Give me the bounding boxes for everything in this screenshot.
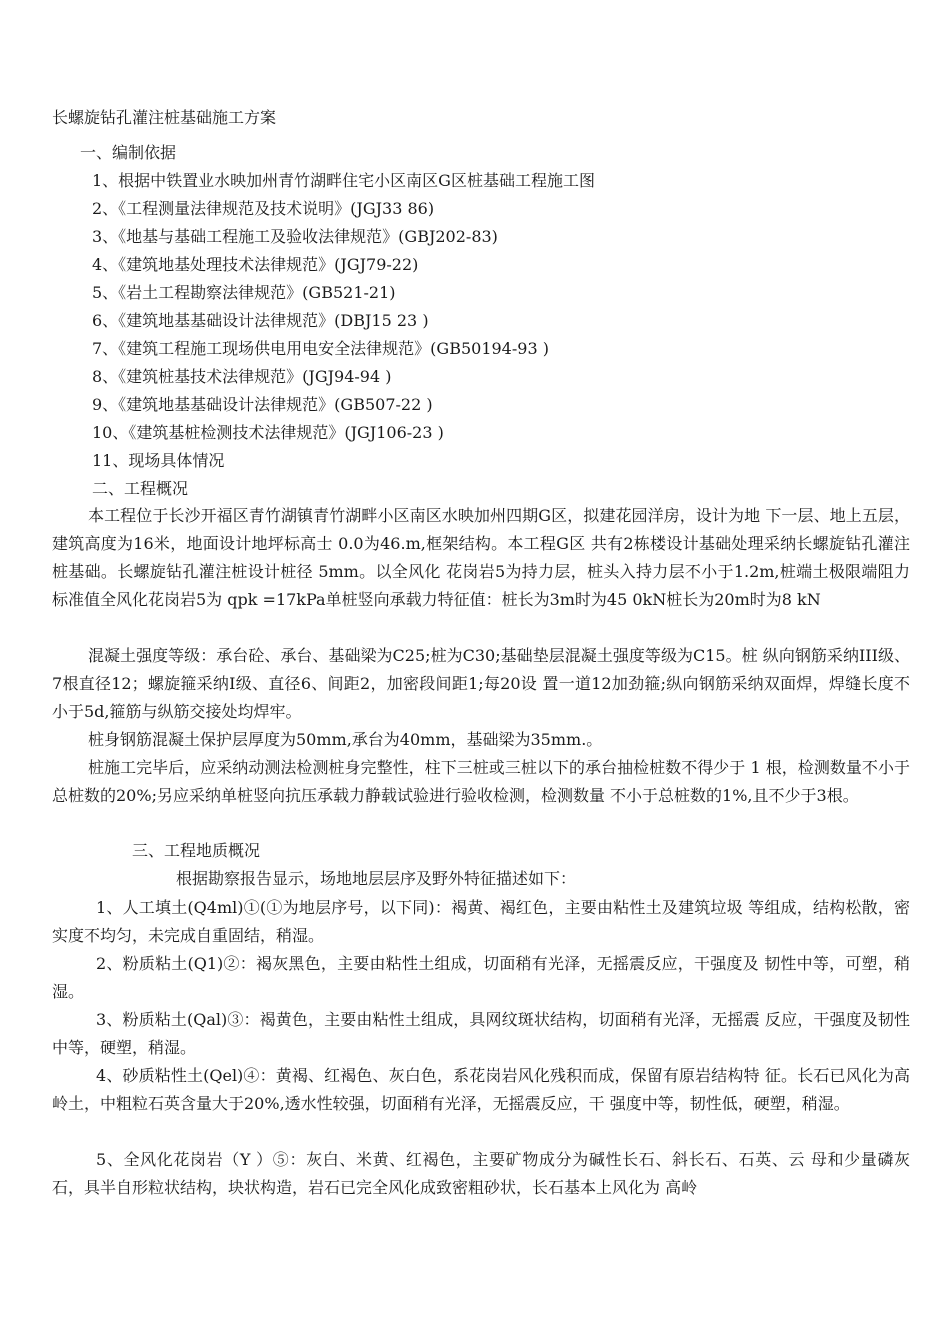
geology-layer: 4、砂质粘性土(Qel)④：黄褐、红褐色、灰白色，系花岗岩风化残积而成，保留有原岩结构特 征。长石已风化为高岭土，中粗粒石英含量大于20%,透水性较强，切面稍有光泽，无摇震反应，干 强度中等，韧性低，硬塑，稍湿。 bbox=[52, 1066, 910, 1113]
section-heading-overview: 二、工程概况 bbox=[92, 479, 189, 498]
paragraph-pile-testing: 桩施工完毕后，应采纳动测法检测桩身完整性，柱下三桩或三桩以下的承台抽检桩数不得少于 1 根，检测数量不小于总桩数的20%;另应采纳单桩竖向抗压承载力静载试验进行验收检测，检测数量 不小于总桩数的1%,且不少于3根。 bbox=[52, 758, 910, 805]
paragraph-project-overview: 本工程位于长沙开福区青竹湖镇青竹湖畔小区南区水映加州四期G区，拟建花园洋房，设计为地 下一层、地上五层，建筑高度为16米，地面设计地坪标高士 0.0为46.m,框架结构。本工程G区 共有2栋楼设计基础处理采纳长螺旋钻孔灌注桩基础。长螺旋钻孔灌注桩设计桩径 5mm。以全风化 花岗岩5为持力层，桩头入持力层不小于1.2m,桩端土极限端阻力标准值全风化花岗岩5为 qpk =17kPa单桩竖向承载力特征值：桩长为3m时为45 0kN桩长为20m时为8 kN bbox=[52, 506, 910, 609]
reference-item: 9、《建筑地基基础设计法律规范》(GB507-22 ) bbox=[92, 395, 433, 414]
reference-item: 11、现场具体情况 bbox=[92, 451, 225, 470]
reference-item: 4、《建筑地基处理技术法律规范》(JGJ79-22) bbox=[92, 255, 419, 274]
reference-item: 2、《工程测量法律规范及技术说明》(JGJ33 86) bbox=[92, 199, 435, 218]
geology-layer: 5、全风化花岗岩（Y ）⑤：灰白、米黄、红褐色，主要矿物成分为碱性长石、斜长石、石英、云 母和少量磷灰石，具半自形粒状结构，块状构造，岩石已完全风化成致密粗砂状，长石基本上风化为 高岭 bbox=[52, 1150, 910, 1197]
geology-intro: 根据勘察报告显示，场地地层层序及野外特征描述如下： bbox=[176, 869, 577, 888]
reference-item: 5、《岩土工程勘察法律规范》(GB521-21) bbox=[92, 283, 396, 302]
reference-item: 10、《建筑基桩检测技术法律规范》(JGJ106-23 ) bbox=[92, 423, 444, 442]
reference-item: 3、《地基与基础工程施工及验收法律规范》(GBJ202-83) bbox=[92, 227, 498, 246]
section-heading-geology: 三、工程地质概况 bbox=[132, 841, 261, 860]
reference-item: 7、《建筑工程施工现场供电用电安全法律规范》(GB50194-93 ) bbox=[92, 339, 549, 358]
paragraph-concrete-grade: 混凝土强度等级：承台砼、承台、基础梁为C25;桩为C30;基础垫层混凝土强度等级为C15。桩 纵向钢筋采纳III级、7根直径12；螺旋箍采纳I级、直径6、间距2，加密段间距1;每20设 置一道12加劲箍;纵向钢筋采纳双面焊，焊缝长度不小于5d,箍筋与纵筋交接处均焊牢。 bbox=[52, 646, 910, 721]
reference-item: 1、根据中铁置业水映加州青竹湖畔住宅小区南区G区桩基础工程施工图 bbox=[92, 171, 595, 190]
geology-layer: 3、粉质粘土(Qal)③：褐黄色，主要由粘性土组成，具网纹斑状结构，切面稍有光泽，无摇震 反应，干强度及韧性中等，硬塑，稍湿。 bbox=[52, 1010, 910, 1057]
section-heading-basis: 一、编制依据 bbox=[80, 143, 177, 162]
geology-layer: 1、人工填土(Q4ml)①(①为地层序号，以下同)：褐黄、褐红色，主要由粘性土及建筑垃圾 等组成，结构松散，密实度不均匀，未完成自重固结，稍湿。 bbox=[52, 898, 910, 945]
reference-item: 6、《建筑地基基础设计法律规范》(DBJ15 23 ) bbox=[92, 311, 429, 330]
document-title: 长螺旋钻孔灌注桩基础施工方案 bbox=[52, 108, 277, 127]
reference-item: 8、《建筑桩基技术法律规范》(JGJ94-94 ) bbox=[92, 367, 392, 386]
geology-layer: 2、粉质粘土(Q1)②：褐灰黑色，主要由粘性土组成，切面稍有光泽，无摇震反应，干强度及 韧性中等，可塑，稍湿。 bbox=[52, 954, 910, 1001]
paragraph-cover-thickness: 桩身钢筋混凝土保护层厚度为50mm,承台为40mm，基础梁为35mm.。 bbox=[88, 730, 603, 749]
